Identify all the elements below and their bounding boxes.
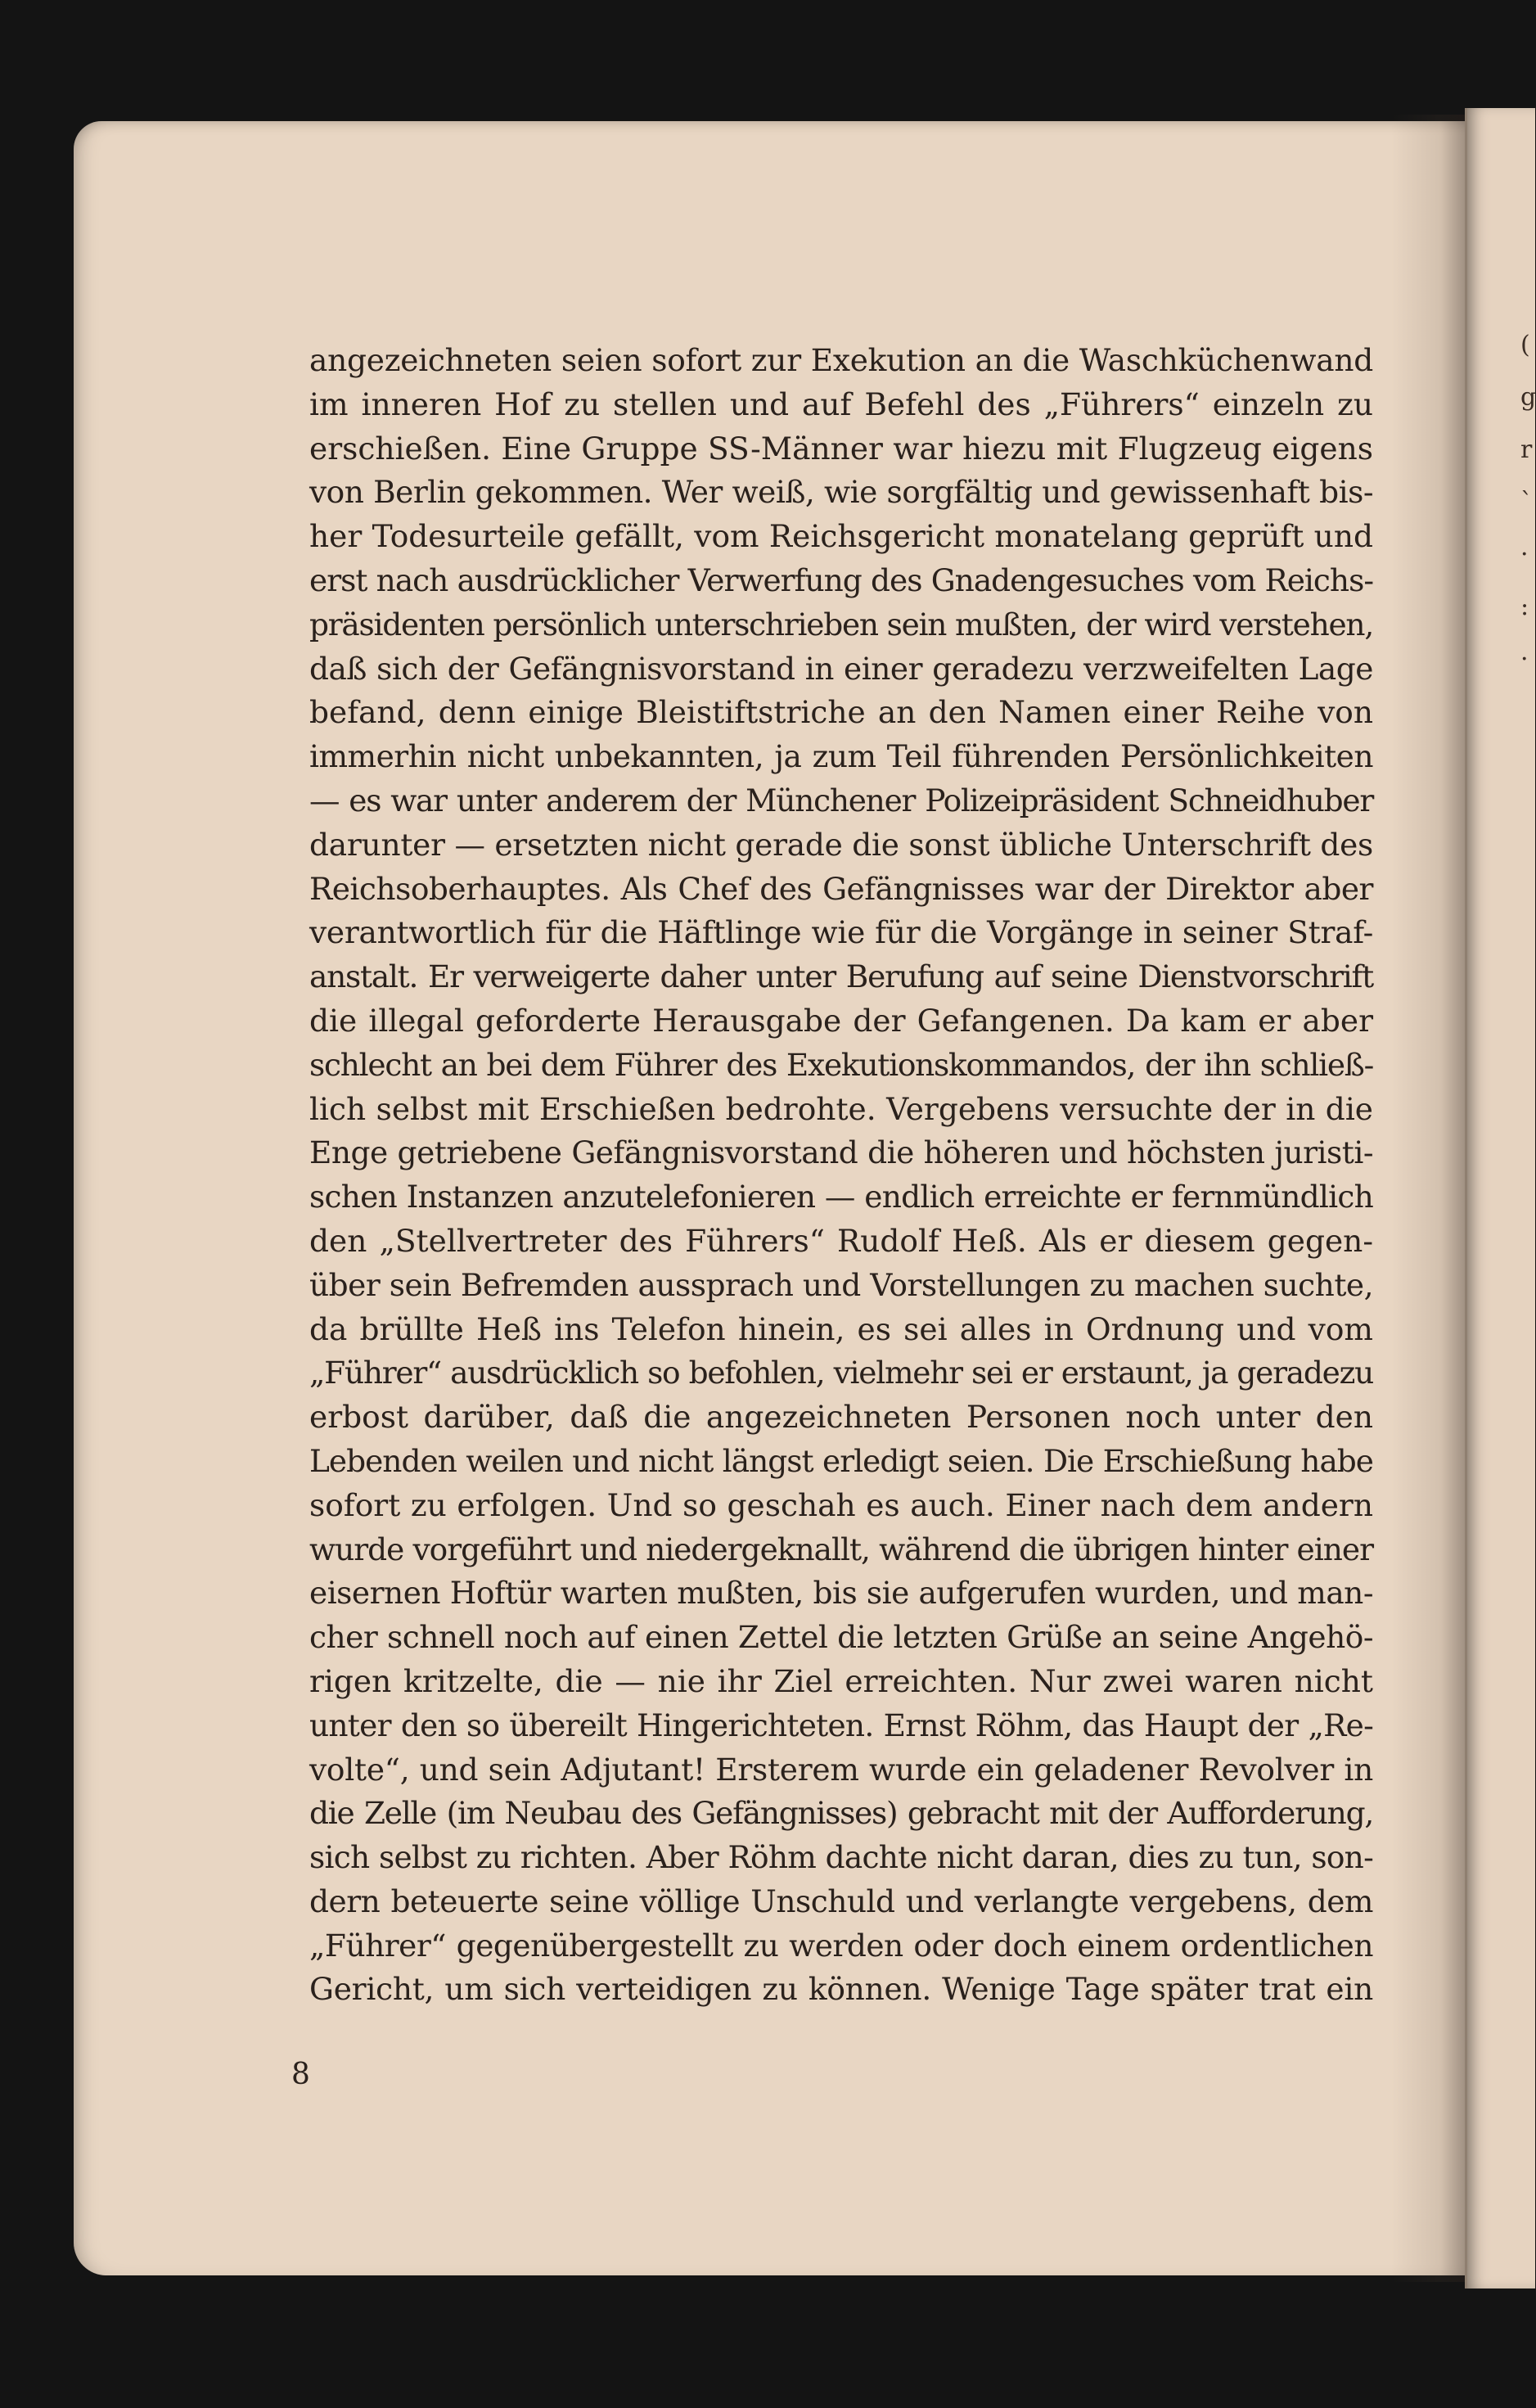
text-line: sich selbst zu richten. Aber Röhm dachte nicht daran, dies zu tun, son- (309, 1839, 1373, 1876)
text-line: darunter — ersetzten nicht gerade die sonst übliche Unterschrift des (309, 826, 1374, 863)
text-line: „Führer“ gegenübergestellt zu werden oder doch einem ordentlichen (309, 1927, 1373, 1964)
text-line: unter den so übereilt Hingerichteten. Ernst Röhm, das Haupt der „Re- (309, 1707, 1373, 1743)
text-line: präsidenten persönlich unterschrieben sein mußten, der wird verstehen, (309, 606, 1373, 643)
text-line: lich selbst mit Erschießen bedrohte. Vergebens versuchte der in die (309, 1090, 1373, 1127)
text-line: daß sich der Gefängnisvorstand in einer geradezu verzweifelten Lage (309, 650, 1373, 687)
text-line: anstalt. Er verweigerte daher unter Berufung auf seine Dienstvorschrift (309, 958, 1373, 995)
text-line: Gericht, um sich verteidigen zu können. Wenige Tage später trat ein (309, 1971, 1373, 2008)
text-line: Lebenden weilen und nicht längst erledigt seien. Die Erschießung habe (309, 1442, 1373, 1479)
text-line: da brüllte Heß ins Telefon hinein, es sei alles in Ordnung und vom (309, 1310, 1373, 1347)
text-line: — es war unter anderem der Münchener Polizeipräsident Schneidhuber (309, 782, 1373, 818)
text-line: schlecht an bei dem Führer des Exekutionskommandos, der ihn schließ- (309, 1046, 1373, 1083)
text-line: volte“, und sein Adjutant! Ersterem wurde ein geladener Revolver in (309, 1751, 1373, 1788)
body-text (309, 339, 1373, 2012)
text-line: den „Stellvertreter des Führers“ Rudolf Heß. Als er diesem gegen- (309, 1222, 1373, 1259)
text-line: rigen kritzelte, die — nie ihr Ziel erreichten. Nur zwei waren nicht (309, 1662, 1373, 1699)
facing-page-glyphs: ( g r ` · : · (1520, 331, 1536, 674)
text-line: „Führer“ ausdrücklich so befohlen, vielmehr sei er erstaunt, ja geradezu (309, 1355, 1373, 1391)
text-line: Enge getriebene Gefängnisvorstand die höheren und höchsten juristi- (309, 1134, 1373, 1171)
text-line: verantwortlich für die Häftlinge wie für die Vorgänge in seiner Straf- (309, 914, 1373, 951)
text-line: schen Instanzen anzutelefonieren — endlich erreichte er fernmündlich (309, 1179, 1373, 1215)
text-line: sofort zu erfolgen. Und so geschah es auch. Einer nach dem andern (309, 1486, 1373, 1523)
text-line: her Todesurteile gefällt, vom Reichsgericht monatelang geprüft und (309, 518, 1373, 555)
text-line: die Zelle (im Neubau des Gefängnisses) gebracht mit der Aufforderung, (309, 1795, 1373, 1832)
text-line: immerhin nicht unbekannten, ja zum Teil führenden Persönlichkeiten (309, 738, 1373, 775)
text-line: im inneren Hof zu stellen und auf Befehl des „Führers“ einzeln zu (309, 386, 1373, 422)
text-line: erst nach ausdrücklicher Verwerfung des Gnadengesuches vom Reichs- (309, 561, 1373, 598)
text-line: die illegal geforderte Herausgabe der Gefangenen. Da kam er aber (309, 1002, 1373, 1039)
text-line: erschießen. Eine Gruppe SS-Männer war hiezu mit Flugzeug eigens (309, 430, 1373, 467)
page-number: 8 (291, 2058, 310, 2091)
text-line: über sein Befremden aussprach und Vorstellungen zu machen suchte, (309, 1266, 1373, 1303)
text-line: eisernen Hoftür warten mußten, bis sie aufgerufen wurden, und man- (309, 1575, 1373, 1612)
text-line: erbost darüber, daß die angezeichneten Personen noch unter den (309, 1399, 1373, 1436)
text-line: befand, denn einige Bleistiftstriche an den Namen einer Reihe von (309, 694, 1373, 731)
text-line: wurde vorgeführt und niedergeknallt, während die übrigen hinter einer (309, 1531, 1373, 1567)
text-line: dern beteuerte seine völlige Unschuld und verlangte vergebens, dem (309, 1883, 1373, 1919)
paragraph (309, 339, 1373, 2012)
text-line: angezeichneten seien sofort zur Exekution an die Waschküchenwand (309, 342, 1373, 378)
text-line: cher schnell noch auf einen Zettel die letzten Grüße an seine Angehö- (309, 1619, 1373, 1656)
text-line: von Berlin gekommen. Wer weiß, wie sorgfältig und gewissenhaft bis- (309, 474, 1373, 511)
text-line: Reichsoberhauptes. Als Chef des Gefängnisses war der Direktor aber (309, 870, 1373, 907)
